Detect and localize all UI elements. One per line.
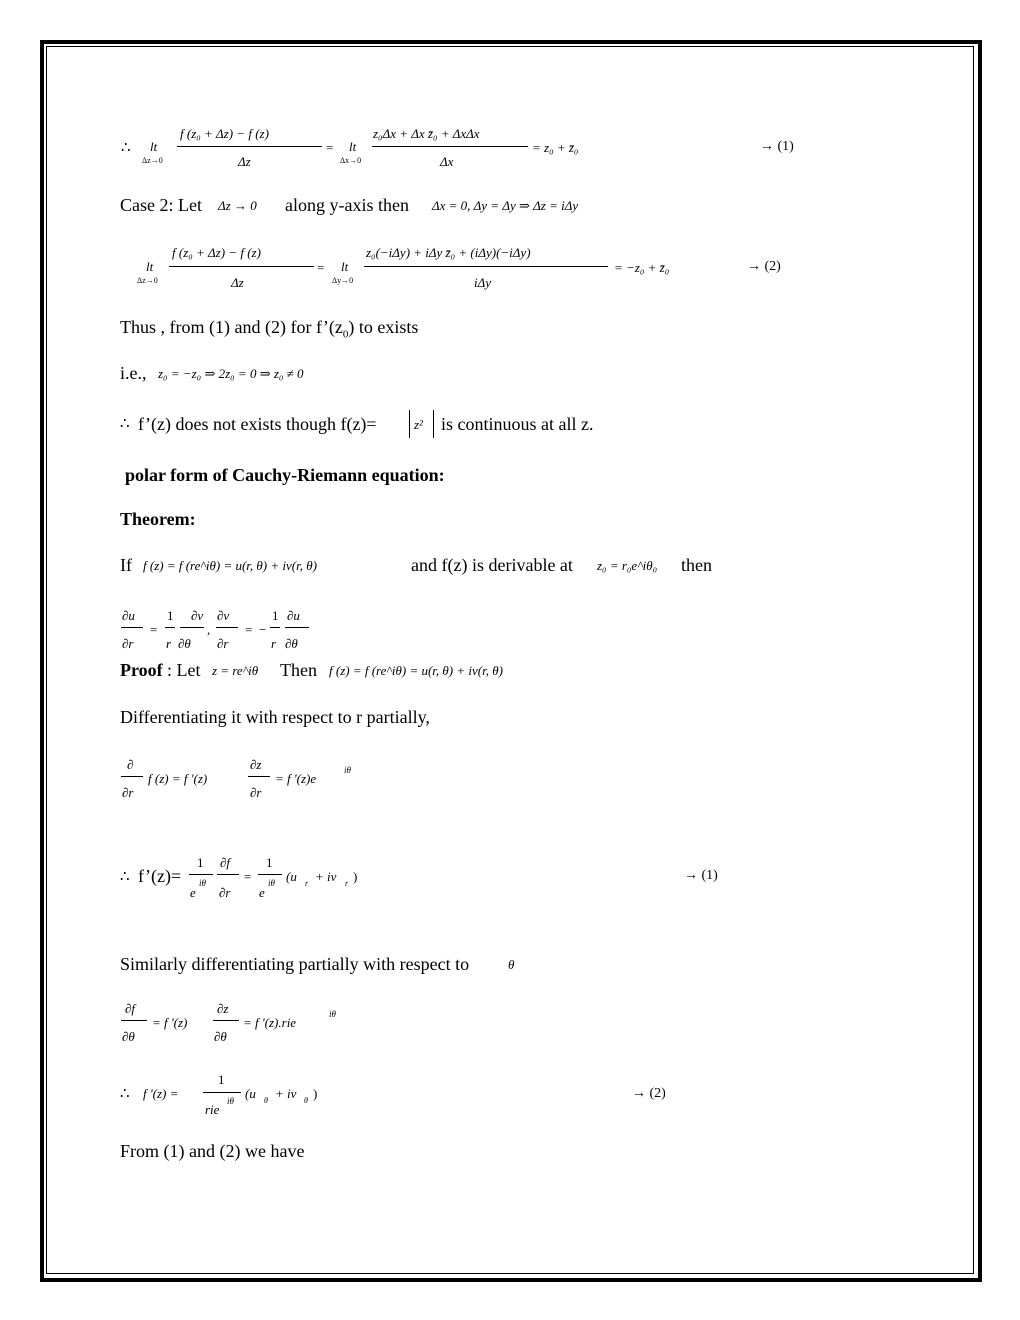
abs-content: z² bbox=[414, 417, 423, 432]
one: 1 bbox=[197, 855, 204, 870]
theorem-label: Theorem: bbox=[120, 509, 196, 529]
fraction-bar bbox=[121, 776, 143, 777]
equals-sign: = bbox=[245, 622, 253, 637]
partial-theta: ∂θ bbox=[178, 636, 191, 651]
superscript: iθ bbox=[329, 1009, 336, 1019]
text: : Let bbox=[167, 660, 201, 680]
superscript: iθ bbox=[227, 1096, 234, 1106]
therefore-symbol: ∴ bbox=[120, 869, 130, 885]
equals-sign: = bbox=[326, 140, 334, 155]
text: ) to exists bbox=[348, 317, 419, 337]
r: r bbox=[166, 636, 172, 651]
partial-r: ∂r bbox=[250, 785, 262, 800]
therefore-symbol: ∴ bbox=[120, 1086, 130, 1102]
limit-subscript: Δz→0 bbox=[137, 276, 158, 285]
close-paren: ) bbox=[353, 869, 358, 884]
limit-operator: lt bbox=[349, 139, 357, 154]
partial-r: ∂r bbox=[217, 636, 229, 651]
partial-v: ∂v bbox=[191, 608, 204, 623]
fraction-numerator: f (z₀ + Δz) − f (z) bbox=[172, 245, 261, 260]
one: 1 bbox=[218, 1072, 225, 1087]
text: f’(z) does not exists though f(z)= bbox=[138, 414, 377, 434]
limit-subscript: Δz→0 bbox=[142, 156, 163, 165]
partial-r: ∂r bbox=[219, 885, 231, 900]
fraction-denominator: Δz bbox=[238, 154, 251, 169]
math-inline: = f '(z) bbox=[152, 1015, 188, 1030]
abs-bar-right bbox=[433, 410, 434, 438]
text: is continuous at all z. bbox=[441, 414, 594, 434]
theta-symbol: θ bbox=[508, 957, 515, 972]
fraction-bar bbox=[177, 146, 322, 147]
subscript: r bbox=[305, 879, 309, 888]
differentiating-r-text: Differentiating it with respect to r partially, bbox=[120, 707, 430, 727]
math-inline: (u bbox=[286, 869, 297, 884]
comma: , bbox=[207, 622, 211, 637]
equation-tag: → (2) bbox=[747, 259, 781, 274]
subscript: 0 bbox=[342, 328, 349, 341]
minus-sign: − bbox=[259, 622, 267, 637]
one: 1 bbox=[272, 608, 279, 623]
one: 1 bbox=[167, 608, 174, 623]
proof-label: Proof bbox=[120, 660, 163, 680]
limit-operator: lt bbox=[146, 259, 154, 274]
r: r bbox=[271, 636, 277, 651]
fraction-bar bbox=[213, 1020, 239, 1021]
math-inline: = f '(z)e bbox=[275, 771, 317, 786]
text: along y-axis then bbox=[285, 195, 409, 215]
math-inline: f (z) = f (re^iθ) = u(r, θ) + iv(r, θ) bbox=[143, 558, 317, 573]
fraction-numerator: f (z₀ + Δz) − f (z) bbox=[180, 126, 269, 141]
e: e bbox=[190, 885, 196, 900]
fraction-bar bbox=[121, 1020, 147, 1021]
fraction-denominator: Δz bbox=[231, 275, 244, 290]
abs-bar-left bbox=[409, 410, 410, 438]
fraction-bar bbox=[217, 874, 239, 875]
fraction-bar bbox=[216, 627, 238, 628]
fraction-bar bbox=[203, 1092, 241, 1093]
partial-theta: ∂θ bbox=[285, 636, 298, 651]
text: Case 2: Let bbox=[120, 195, 202, 215]
therefore-symbol: ∴ bbox=[120, 416, 130, 432]
equation-tag: → (1) bbox=[760, 139, 794, 154]
math-inline: z₀ = −z₀ ⇒ 2z₀ = 0 ⇒ z₀ ≠ 0 bbox=[158, 366, 304, 381]
superscript: iθ bbox=[268, 878, 275, 888]
therefore-symbol: ∴ bbox=[121, 140, 131, 156]
equals-sign: = bbox=[150, 622, 158, 637]
fraction-bar bbox=[372, 146, 528, 147]
subscript: θ bbox=[304, 1096, 308, 1105]
fraction-denominator: iΔy bbox=[474, 275, 492, 290]
fraction-denominator: Δx bbox=[440, 154, 454, 169]
equation-rhs: = z₀ + z̄₀ bbox=[532, 140, 579, 155]
partial-f: ∂f bbox=[125, 1001, 136, 1016]
text: f’(z)= bbox=[138, 866, 182, 886]
partial-theta: ∂θ bbox=[214, 1029, 227, 1044]
limit-operator: lt bbox=[341, 259, 349, 274]
rie: rie bbox=[205, 1102, 220, 1117]
fraction-numerator: z₀(−iΔy) + iΔy z̄₀ + (iΔy)(−iΔy) bbox=[366, 245, 531, 260]
partial-v: ∂v bbox=[217, 608, 230, 623]
math-inline: = f '(z).rie bbox=[243, 1015, 297, 1030]
partial-f: ∂f bbox=[220, 855, 231, 870]
close-paren: ) bbox=[313, 1086, 318, 1101]
e: e bbox=[259, 885, 265, 900]
fraction-bar bbox=[258, 874, 282, 875]
fraction-bar bbox=[270, 627, 280, 628]
one: 1 bbox=[266, 855, 273, 870]
fraction-bar bbox=[189, 874, 213, 875]
section-heading: polar form of Cauchy-Riemann equation: bbox=[125, 465, 445, 485]
limit-operator: lt bbox=[150, 139, 158, 154]
partial-u: ∂u bbox=[122, 608, 135, 623]
text: Then bbox=[280, 660, 317, 680]
superscript: iθ bbox=[199, 878, 206, 888]
math-inline: + iv bbox=[315, 869, 337, 884]
math-inline: z = re^iθ bbox=[212, 663, 259, 678]
equals-sign: = bbox=[317, 260, 325, 275]
fraction-bar bbox=[121, 627, 143, 628]
math-inline: z₀ = r₀e^iθ₀ bbox=[597, 558, 658, 573]
math-inline: Δx = 0, Δy = Δy ⇒ Δz = iΔy bbox=[432, 198, 579, 213]
text: and f(z) is derivable at bbox=[411, 555, 573, 575]
math-inline: (u bbox=[245, 1086, 256, 1101]
equation-tag: → (1) bbox=[684, 868, 718, 883]
superscript: iθ bbox=[344, 765, 351, 775]
subscript: θ bbox=[264, 1096, 268, 1105]
text: Thus , from (1) and (2) for f’(z bbox=[120, 317, 343, 337]
math-inline: f '(z) = bbox=[143, 1086, 179, 1101]
fraction-bar bbox=[165, 627, 175, 628]
text: If bbox=[120, 555, 132, 575]
math-inline: Δz → 0 bbox=[218, 198, 257, 213]
equals-sign: = bbox=[244, 869, 252, 884]
equation-rhs: = −z₀ + z̄₀ bbox=[614, 260, 670, 275]
text: then bbox=[681, 555, 712, 575]
math-inline: f (z) = f (re^iθ) = u(r, θ) + iv(r, θ) bbox=[329, 663, 503, 678]
fraction-numerator: z₀Δx + Δx z̄₀ + ΔxΔx bbox=[373, 126, 480, 141]
partial-z: ∂z bbox=[250, 757, 262, 772]
fraction-bar bbox=[248, 776, 270, 777]
text: i.e., bbox=[120, 363, 147, 383]
subscript: r bbox=[345, 879, 349, 888]
text: Similarly differentiating partially with respect to bbox=[120, 954, 470, 974]
partial-theta: ∂θ bbox=[122, 1029, 135, 1044]
limit-subscript: Δx→0 bbox=[340, 156, 362, 165]
fraction-bar bbox=[364, 266, 608, 267]
partial-r: ∂r bbox=[122, 785, 134, 800]
math-inline: + iv bbox=[275, 1086, 297, 1101]
limit-subscript: Δy→0 bbox=[332, 276, 354, 285]
fraction-bar bbox=[169, 266, 314, 267]
partial-u: ∂u bbox=[287, 608, 300, 623]
partial-r: ∂r bbox=[122, 636, 134, 651]
final-line: From (1) and (2) we have bbox=[120, 1141, 305, 1161]
partial-z: ∂z bbox=[217, 1001, 229, 1016]
equation-tag: → (2) bbox=[632, 1086, 666, 1101]
fraction-bar bbox=[180, 627, 204, 628]
fraction-bar bbox=[285, 627, 309, 628]
thus-line bbox=[120, 318, 418, 341]
partial-symbol: ∂ bbox=[127, 757, 134, 772]
math-inline: f (z) = f '(z) bbox=[148, 771, 208, 786]
